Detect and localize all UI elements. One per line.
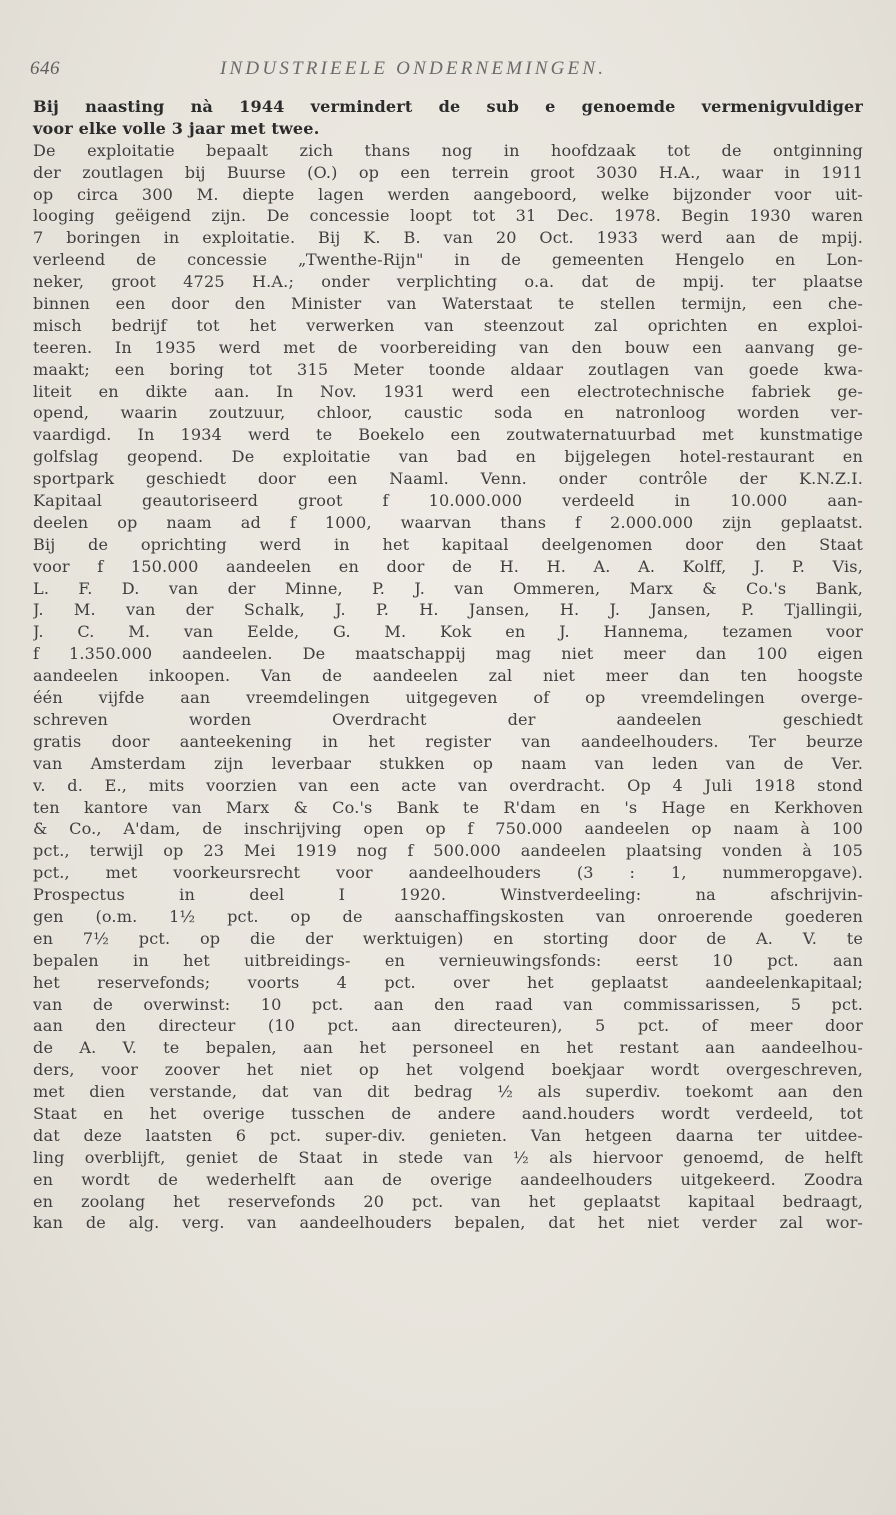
text-line: Prospectus in deel I 1920. Winstverdeeling: na afschrijvin-: [33, 885, 863, 905]
running-title: INDUSTRIEELE ONDERNEMINGEN.: [220, 58, 607, 79]
text-line: één vijfde aan vreemdelingen uitgegeven of op vreemdelingen overge-: [33, 688, 863, 708]
text-line: kan de alg. verg. van aandeelhouders bepalen, dat het niet verder zal wor-: [33, 1213, 863, 1233]
page-number: 646: [30, 58, 60, 79]
text-line: deelen op naam ad f 1000, waarvan thans f 2.000.000 zijn geplaatst.: [33, 512, 863, 532]
text-line: J. C. M. van Eelde, G. M. Kok en J. Hannema, tezamen voor: [33, 622, 863, 642]
text-line: der zoutlagen bij Buurse (O.) op een terrein groot 3030 H.A., waar in 1911: [33, 162, 863, 182]
text-line: Bij naasting nà 1944 vermindert de sub e genoemde vermenigvuldiger: [33, 97, 863, 116]
text-line: neker, groot 4725 H.A.; onder verplichting o.a. dat de mpij. ter plaatse: [33, 272, 863, 292]
text-line: schreven worden Overdracht der aandeelen geschiedt: [33, 709, 863, 729]
text-line: liteit en dikte aan. In Nov. 1931 werd een electrotechnische fabriek ge-: [33, 381, 863, 401]
text-line: sportpark geschiedt door een Naaml. Venn. onder contrôle der K.N.Z.I.: [33, 469, 863, 489]
text-line: de A. V. te bepalen, aan het personeel en het restant aan aandeelhou-: [33, 1038, 863, 1058]
text-line: bepalen in het uitbreidings- en vernieuwingsfonds: eerst 10 pct. aan: [33, 950, 863, 970]
text-line: gratis door aanteekening in het register van aandeelhouders. Ter beurze: [33, 731, 863, 751]
text-line: f 1.350.000 aandeelen. De maatschappij mag niet meer dan 100 eigen: [33, 644, 863, 664]
text-line: v. d. E., mits voorzien van een acte van overdracht. Op 4 Juli 1918 stond: [33, 775, 863, 795]
body-text: [33, 96, 863, 1234]
text-line: Kapitaal geautoriseerd groot f 10.000.000 verdeeld in 10.000 aan-: [33, 491, 863, 511]
text-line: looging geëigend zijn. De concessie loopt tot 31 Dec. 1978. Begin 1930 waren: [33, 206, 863, 226]
text-line: gen (o.m. 1½ pct. op de aanschaffingskosten van onroerende goederen: [33, 906, 863, 926]
text-line: teeren. In 1935 werd met de voorbereiding van den bouw een aanvang ge-: [33, 337, 863, 357]
text-line: en 7½ pct. op die der werktuigen) en storting door de A. V. te: [33, 928, 863, 948]
text-line: misch bedrijf tot het verwerken van steenzout zal oprichten en exploi-: [33, 315, 863, 335]
text-line: vaardigd. In 1934 werd te Boekelo een zoutwaternatuurbad met kunstmatige: [33, 425, 863, 445]
text-line: van de overwinst: 10 pct. aan den raad van commissarissen, 5 pct.: [33, 994, 863, 1014]
text-line: aandeelen inkoopen. Van de aandeelen zal niet meer dan ten hoogste: [33, 666, 863, 686]
text-line: voor elke volle 3 jaar met twee.: [33, 118, 320, 138]
text-line: De exploitatie bepaalt zich thans nog in hoofdzaak tot de ontginning: [33, 140, 863, 160]
text-line: verleend de concessie „Twenthe-Rijn" in de gemeenten Hengelo en Lon-: [33, 250, 863, 270]
text-line: van Amsterdam zijn leverbaar stukken op naam van leden van de Ver.: [33, 753, 863, 773]
text-line: 7 boringen in exploitatie. Bij K. B. van 20 Oct. 1933 werd aan de mpij.: [33, 228, 863, 248]
text-line: Staat en het overige tusschen de andere aand.houders wordt verdeeld, tot: [33, 1103, 863, 1123]
text-line: pct., terwijl op 23 Mei 1919 nog f 500.000 aandeelen plaatsing vonden à 105: [33, 841, 863, 861]
text-line: het reservefonds; voorts 4 pct. over het geplaatst aandeelenkapitaal;: [33, 972, 863, 992]
page-header: [30, 52, 866, 84]
text-line: met dien verstande, dat van dit bedrag ½ als superdiv. toekomt aan den: [33, 1082, 863, 1102]
text-line: en wordt de wederhelft aan de overige aandeelhouders uitgekeerd. Zoodra: [33, 1169, 863, 1189]
text-line: voor f 150.000 aandeelen en door de H. H. A. A. Kolff, J. P. Vis,: [33, 556, 863, 576]
text-line: & Co., A'dam, de inschrijving open op f 750.000 aandeelen op naam à 100: [33, 819, 863, 839]
text-line: golfslag geopend. De exploitatie van bad en bijgelegen hotel-restaurant en: [33, 447, 863, 467]
text-line: opend, waarin zoutzuur, chloor, caustic soda en natronloog worden ver-: [33, 403, 863, 423]
text-line: op circa 300 M. diepte lagen werden aangeboord, welke bijzonder voor uit-: [33, 184, 863, 204]
text-line: ders, voor zoover het niet op het volgend boekjaar wordt overgeschreven,: [33, 1060, 863, 1080]
text-line: pct., met voorkeursrecht voor aandeelhouders (3 : 1, nummeropgave).: [33, 863, 863, 883]
text-line: L. F. D. van der Minne, P. J. van Ommeren, Marx & Co.'s Bank,: [33, 578, 863, 598]
text-line: J. M. van der Schalk, J. P. H. Jansen, H. J. Jansen, P. Tjallingii,: [33, 600, 863, 620]
text-line: maakt; een boring tot 315 Meter toonde aldaar zoutlagen van goede kwa-: [33, 359, 863, 379]
text-line: binnen een door den Minister van Waterstaat te stellen termijn, een che-: [33, 294, 863, 314]
text-line: dat deze laatsten 6 pct. super-div. genieten. Van hetgeen daarna ter uitdee-: [33, 1125, 863, 1145]
text-line: en zoolang het reservefonds 20 pct. van het geplaatst kapitaal bedraagt,: [33, 1191, 863, 1211]
text-line: Bij de oprichting werd in het kapitaal deelgenomen door den Staat: [33, 534, 863, 554]
text-line: ten kantore van Marx & Co.'s Bank te R'dam en 's Hage en Kerkhoven: [33, 797, 863, 817]
text-line: aan den directeur (10 pct. aan directeuren), 5 pct. of meer door: [33, 1016, 863, 1036]
text-line: ling overblijft, geniet de Staat in stede van ½ als hiervoor genoemd, de helft: [33, 1147, 863, 1167]
